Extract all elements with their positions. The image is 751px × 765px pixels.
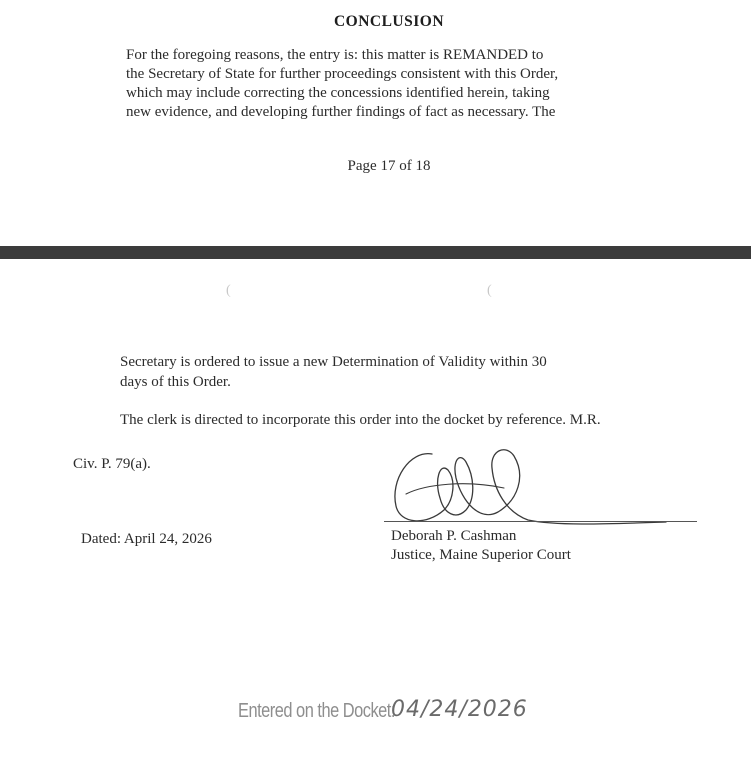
scan-mark: ( — [487, 283, 492, 298]
conclusion-line-3: which may include correcting the concessions identified herein, taking — [126, 85, 550, 101]
section-heading: CONCLUSION — [333, 13, 445, 30]
dated-line: Dated: April 24, 2026 — [81, 531, 212, 547]
scan-mark: ( — [226, 283, 231, 298]
clerk-line-1: The clerk is directed to incorporate this order into the docket by reference. M.R. — [120, 412, 601, 428]
docket-stamp-label: Entered on the Docket: — [238, 700, 395, 722]
conclusion-line-4: new evidence, and developing further findings of fact as necessary. The — [126, 104, 556, 120]
clerk-line-2: Civ. P. 79(a). — [73, 456, 151, 472]
docket-stamp — [238, 697, 528, 723]
order-line-2: days of this Order. — [120, 374, 231, 390]
signature-image — [386, 436, 686, 528]
page-separator — [0, 246, 751, 259]
order-line-1: Secretary is ordered to issue a new Determination of Validity within 30 — [120, 354, 547, 370]
conclusion-line-1: For the foregoing reasons, the entry is: this matter is REMANDED to — [126, 47, 544, 63]
signature-line — [384, 521, 697, 522]
conclusion-line-2: the Secretary of State for further proceedings consistent with this Order, — [126, 66, 559, 82]
judge-title: Justice, Maine Superior Court — [391, 547, 571, 563]
docket-stamp-date: 04/24/2026 — [391, 697, 528, 722]
judge-name: Deborah P. Cashman — [391, 528, 517, 544]
page-number: Page 17 of 18 — [347, 158, 431, 174]
